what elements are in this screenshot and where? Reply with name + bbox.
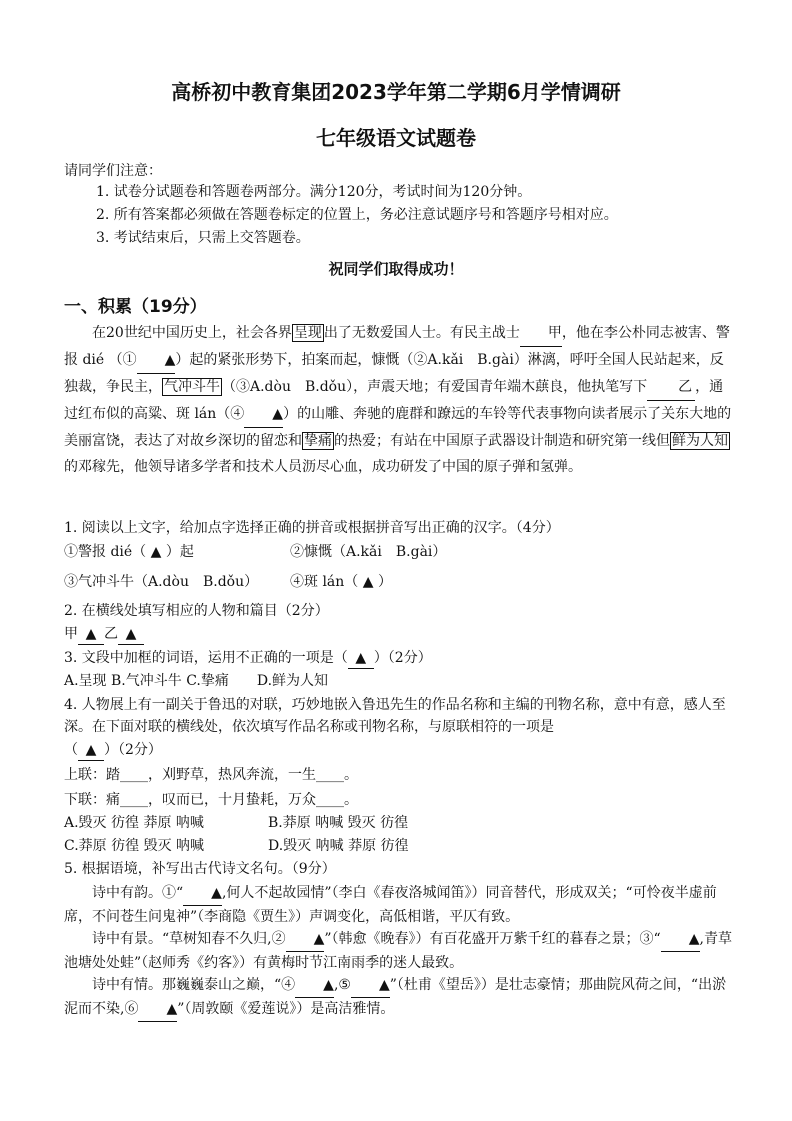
q2-label-jia: 甲 — [64, 626, 78, 642]
q5-paragraph-3 — [64, 974, 736, 1022]
q5-text: 诗中有景。“草树知春不久归,② — [92, 931, 286, 947]
passage-text: 出了无数爱国人士。有民主战士 — [323, 325, 520, 341]
blank-jia: 甲 — [520, 320, 562, 347]
exam-subtitle: 七年级语文试题卷 — [316, 126, 476, 150]
passage-text: ）起的紧张形势下，拍案而起，慷慨（②A.kǎi B.gài）淋漓，呼吁全国人民站起来，反独裁，争民主， — [64, 352, 724, 395]
answer-blank-1: ▲ — [137, 347, 176, 374]
wish-text: 祝同学们取得成功！ — [328, 260, 464, 278]
answer-blank-q3: ▲ — [348, 648, 374, 669]
q4-answer-line — [64, 740, 162, 761]
answer-blank-5-3: ▲ — [661, 928, 700, 952]
q5-text: ”（周敦颐《爱莲说》）是高洁雅情。 — [177, 1001, 395, 1017]
answer-blank-q4: ▲ — [78, 740, 104, 761]
q5-text: 诗中有韵。①“ — [92, 885, 184, 901]
q3-stem-text: 3. 文段中加框的词语，运用不正确的一项是（ — [64, 650, 348, 666]
passage-text: 的热爱；有站在中国原子武器设计制造和研究第一线但 — [334, 433, 670, 449]
couplet-lower: 下联：痛____，叹而已，十月蛰耗，万众____。 — [64, 792, 358, 808]
notice-item-2: 2. 所有答案都必须做在答题卷标定的位置上，务必注意试题序号和答题序号相对应。 — [96, 207, 618, 223]
answer-blank-5-2: ▲ — [286, 928, 325, 952]
answer-blank-5-1: ▲ — [183, 882, 222, 906]
blank-yi: 乙 — [647, 374, 695, 401]
q5-paragraph-1 — [64, 882, 736, 929]
exam-title: 高桥初中教育集团2023学年第二学期6月学情调研 — [171, 80, 621, 104]
question-1-stem: 1. 阅读以上文字，给加点字选择正确的拼音或根据拼音写出正确的汉字。（4分） — [64, 520, 560, 536]
q1-option-3: ③气冲斗牛（A.dòu B.dǒu） — [64, 574, 259, 590]
passage-text: （③A.dòu B.dǒu），声震天地；有爱国青年端木蕻良，他执笔写下 — [222, 379, 648, 395]
reading-passage — [64, 320, 736, 480]
question-4-stem: 4. 人物展上有一副关于鲁迅的对联，巧妙地嵌入鲁迅先生的作品名称和主编的刊物名称，意中有意，感人至深。在下面对联的横线处，依次填写作品名称或刊物名称，与原联相符的一项是 — [64, 697, 726, 735]
q4-option-d: D.毁灭 呐喊 莽原 彷徨 — [268, 838, 409, 854]
notice-heading: 请同学们注意： — [64, 163, 162, 179]
q3-stem-text: ）（2分） — [373, 650, 432, 666]
q5-text: ,何人不起故园情”（李白《春夜洛城闻笛》）同音替代，形成双关；“可怜夜半虚前席，不问苍生问鬼神”（李商隐《贾生》）声调变化，高低相谐，平仄有致。 — [64, 885, 717, 925]
answer-blank-5-6: ▲ — [138, 998, 177, 1022]
q1-option-1: ①警报 dié（ ▲ ）起 — [64, 544, 194, 560]
q3-options: A.呈现 B.气冲斗牛 C.挚痛 D.鲜为人知 — [64, 673, 329, 689]
q2-blanks — [64, 624, 144, 645]
passage-text: ，他在李公朴同志被害、警报 dié （① — [64, 325, 730, 368]
boxed-word-3: 挚痛 — [304, 433, 332, 449]
answer-blank-jia: ▲ — [78, 624, 104, 645]
passage-text: ，通过红布似的高粱、斑 lán（④ — [64, 379, 724, 422]
notice-item-1: 1. 试卷分试题卷和答题卷两部分。满分120分，考试时间为120分钟。 — [96, 184, 532, 200]
answer-blank-5-4: ▲ — [295, 974, 334, 998]
q5-text: ”（韩愈《晚春》）有百花盛开万紫千红的暮春之景；③“ — [324, 931, 661, 947]
q5-text: ”（杜甫《望岳》）是壮志豪情；那曲院风荷之间，“出淤泥而不染,⑥ — [64, 977, 727, 1017]
q5-paragraph-2 — [64, 928, 736, 975]
boxed-word-2: 气冲斗牛 — [164, 379, 220, 395]
q4-stem-text: ）（2分） — [104, 742, 162, 758]
question-5-stem: 5. 根据语境，补写出古代诗文名句。（9分） — [64, 861, 336, 877]
passage-text: ）的山雕、奔驰的鹿群和蹽远的车铃等代表事物向读者展示了关东大地的美丽富饶，表达了对故乡深切的留恋和 — [64, 406, 732, 449]
q2-label-yi: 乙 — [104, 626, 118, 642]
q1-option-4: ④斑 lán（ ▲ ） — [290, 574, 392, 590]
q4-option-b: B.莽原 呐喊 毁灭 彷徨 — [268, 815, 409, 831]
q1-option-2: ②慷慨（A.kǎi B.gài） — [290, 544, 447, 560]
boxed-word-1: 呈现 — [293, 325, 322, 341]
q4-stem-text: （ — [64, 742, 78, 758]
q4-option-c: C.莽原 彷徨 毁灭 呐喊 — [64, 838, 205, 854]
question-2-stem: 2. 在横线处填写相应的人物和篇目（2分） — [64, 603, 329, 619]
q4-option-a: A.毁灭 彷徨 莽原 呐喊 — [64, 815, 204, 831]
answer-blank-5-5: ▲ — [351, 974, 390, 998]
passage-text: 在20世纪中国历史上，社会各界 — [92, 325, 292, 341]
q5-text: 诗中有情。那巍巍泰山之巅，“④ — [92, 977, 296, 993]
q5-text: ,青草池塘处处蛙”（赵师秀《约客》）有黄梅时节江南雨季的迷人最致。 — [64, 931, 732, 971]
couplet-upper: 上联：踏____，刈野草，热风奔流，一生____。 — [64, 767, 358, 783]
answer-blank-yi: ▲ — [118, 624, 144, 645]
passage-text: 的邓稼先，他领导诸多学者和技术人员沥尽心血，成功研发了中国的原子弹和氢弹。 — [64, 459, 582, 475]
section-heading: 一、积累（19分） — [64, 297, 207, 317]
question-3-stem — [64, 648, 432, 669]
boxed-word-4: 鲜为人知 — [672, 433, 728, 449]
notice-item-3: 3. 考试结束后，只需上交答题卷。 — [96, 230, 310, 246]
q5-text: ,⑤ — [333, 977, 351, 993]
answer-blank-4: ▲ — [244, 401, 283, 428]
